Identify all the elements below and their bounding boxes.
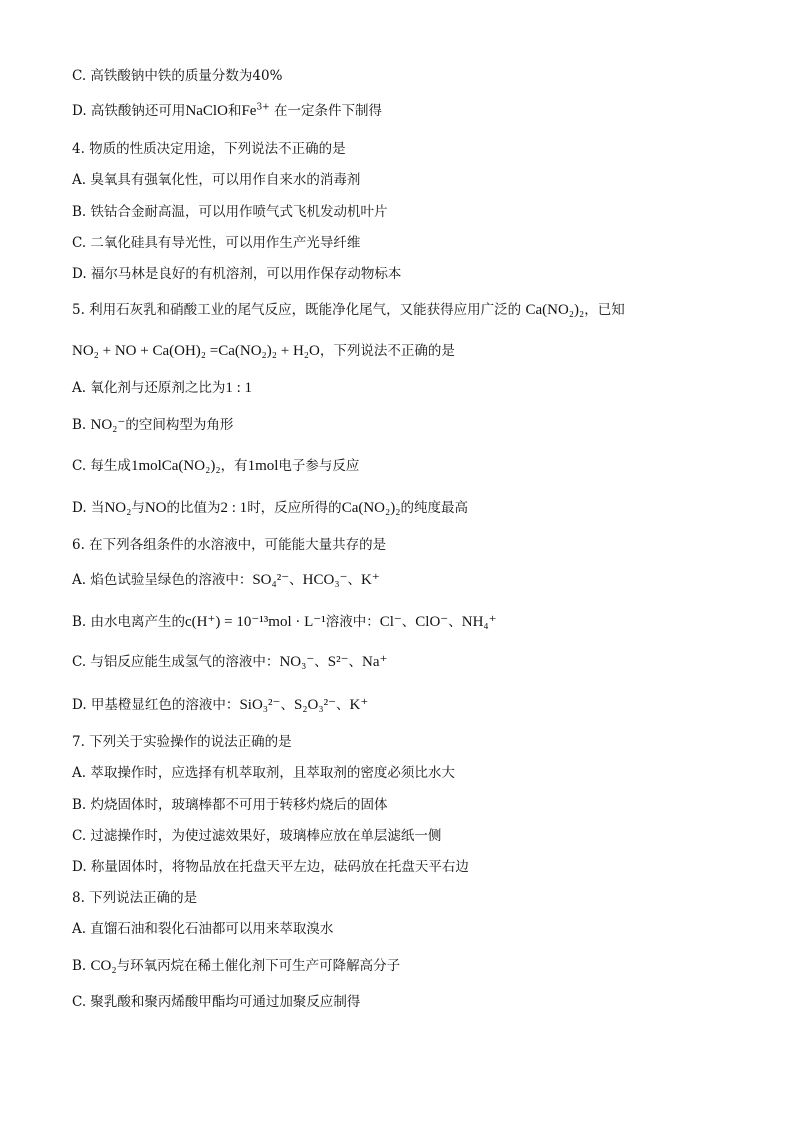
formula-1mol-ca-no2-2: 1molCa(NO₂)₂ [130, 458, 221, 474]
question-4: 4. 物质的性质决定用途，下列说法不正确的是 [72, 141, 346, 157]
option-8b [72, 957, 400, 975]
option-5d-ratio: 2 : 1 [220, 500, 248, 516]
option-4b: B. 铁钴合金耐高温，可以用作喷气式飞机发动机叶片 [72, 204, 388, 220]
formula-naclo: NaClO [185, 103, 228, 119]
option-3d [72, 102, 382, 120]
formula-no2-minus: NO₂⁻ [90, 417, 126, 433]
option-5d [72, 499, 468, 517]
equation-5: NO₂ + NO + Ca(OH)₂ =Ca(NO₂)₂ + H₂O [72, 343, 320, 359]
option-8b-label: B. [72, 958, 87, 974]
option-7b: B. 灼烧固体时，玻璃棒都不可用于转移灼烧后的固体 [72, 797, 388, 813]
option-5b-label: B. [72, 417, 87, 433]
ion-6a-3: K⁺ [361, 572, 380, 588]
option-8b-text: 与环氧丙烷在稀土催化剂下可生产可降解高分子 [116, 958, 401, 974]
option-8c: C. 聚乳酸和聚丙烯酸甲酯均可通过加聚反应制得 [72, 994, 361, 1010]
option-5a [72, 379, 252, 397]
option-5d-text-1: D. 当 [72, 500, 105, 516]
sep-6a-1: 、 [289, 572, 303, 588]
option-7c: C. 过滤操作时，为使过滤效果好，玻璃棒应放在单层滤纸一侧 [72, 828, 442, 844]
option-5d-text-4: 时，反应所得的 [247, 500, 342, 516]
option-6c-text: C. 与铝反应能生成氢气的溶液中： [72, 654, 280, 670]
option-6b-text-1: B. 由水电离产生的 [72, 614, 186, 630]
option-5a-ratio: 1 : 1 [225, 380, 253, 396]
option-6d-text: D. 甲基橙显红色的溶液中： [72, 697, 240, 713]
formula-no: NO [144, 500, 167, 516]
option-4c: C. 二氧化硅具有导光性，可以用作生产光导纤维 [72, 235, 361, 251]
option-7a: A. 萃取操作时，应选择有机萃取剂，且萃取剂的密度必须比水大 [72, 765, 455, 781]
formula-c-h: c(H⁺) = 10⁻¹³mol · L⁻¹ [185, 614, 326, 630]
option-6b-text-2: 溶液中： [325, 614, 380, 630]
ion-6b-2: ClO⁻ [415, 614, 449, 630]
option-5b-text: 的空间构型为角形 [125, 417, 234, 433]
option-5c [72, 457, 359, 475]
sep-6c-1: 、 [314, 654, 328, 670]
sep-6a-2: 、 [347, 572, 361, 588]
option-5d-text-3: 的比值为 [166, 500, 221, 516]
question-5 [72, 301, 625, 319]
formula-ca-no2-2-b: Ca(NO₂)₂ [341, 500, 401, 516]
option-5d-text-5: 的纯度最高 [400, 500, 468, 516]
formula-ca-no2-2: Ca(NO₂)₂ [525, 302, 585, 318]
formula-fe-charge: 3+ [256, 102, 270, 113]
option-3d-text-2: 和 [227, 103, 242, 119]
option-6b [72, 613, 497, 631]
sep-6d-2: 、 [336, 697, 350, 713]
option-4d: D. 福尔马林是良好的有机溶剂，可以用作保存动物标本 [72, 266, 402, 282]
sep-6b-2: 、 [448, 614, 462, 630]
formula-co2: CO₂ [90, 958, 117, 974]
option-5c-text-3: 电子参与反应 [278, 458, 360, 474]
sep-6d-1: 、 [280, 697, 294, 713]
ion-6c-1: NO₃⁻ [279, 654, 315, 670]
ion-6a-2: HCO₃⁻ [302, 572, 348, 588]
ion-6d-1: SiO₃²⁻ [239, 697, 281, 713]
ion-6b-1: Cl⁻ [379, 614, 402, 630]
option-3c: C. 高铁酸钠中铁的质量分数为40% [72, 68, 283, 84]
question-5-equation-tail: ，下列说法不正确的是 [319, 343, 455, 359]
ion-6a-1: SO₄²⁻ [252, 572, 290, 588]
formula-no2: NO₂ [104, 500, 132, 516]
sep-6c-2: 、 [348, 654, 363, 670]
question-5-text: 5. 利用石灰乳和硝酸工业的尾气反应，既能净化尾气，又能获得应用广泛的 [72, 302, 522, 318]
question-6: 6. 在下列各组条件的水溶液中，可能能大量共存的是 [72, 537, 387, 553]
ion-6c-3: Na⁺ [362, 654, 388, 670]
option-5a-text: A. 氧化剂与还原剂之比为 [72, 380, 226, 396]
option-3d-text-1: D. 高铁酸钠还可用 [72, 103, 186, 119]
option-5c-text-1: C. 每生成 [72, 458, 131, 474]
option-4a: A. 臭氧具有强氧化性，可以用作自来水的消毒剂 [72, 172, 361, 188]
option-8a: A. 直馏石油和裂化石油都可以用来萃取溴水 [72, 921, 334, 937]
option-6a [72, 571, 380, 589]
option-5c-1mol: 1mol [247, 458, 279, 474]
sep-6b-1: 、 [401, 614, 416, 630]
option-6a-text: A. 焰色试验呈绿色的溶液中： [72, 572, 253, 588]
option-5b [72, 416, 233, 434]
question-8: 8. 下列说法正确的是 [72, 890, 198, 906]
ion-6d-2: S₂O₃²⁻ [293, 697, 336, 713]
question-5-equation-line [72, 342, 455, 360]
formula-fe: Fe [241, 103, 257, 119]
ion-6d-3: K⁺ [349, 697, 369, 713]
ion-6c-2: S²⁻ [327, 654, 349, 670]
option-7d: D. 称量固体时，将物品放在托盘天平左边，砝码放在托盘天平右边 [72, 859, 469, 875]
ion-6b-3: NH₄⁺ [461, 614, 497, 630]
option-6c [72, 653, 387, 671]
question-7: 7. 下列关于实验操作的说法正确的是 [72, 734, 292, 750]
option-6d [72, 696, 368, 714]
option-5d-text-2: 与 [131, 500, 145, 516]
option-5c-text-2: ，有 [220, 458, 248, 474]
question-5-text-2: ，已知 [584, 302, 625, 318]
option-3d-text-3: 在一定条件下制得 [269, 103, 383, 119]
